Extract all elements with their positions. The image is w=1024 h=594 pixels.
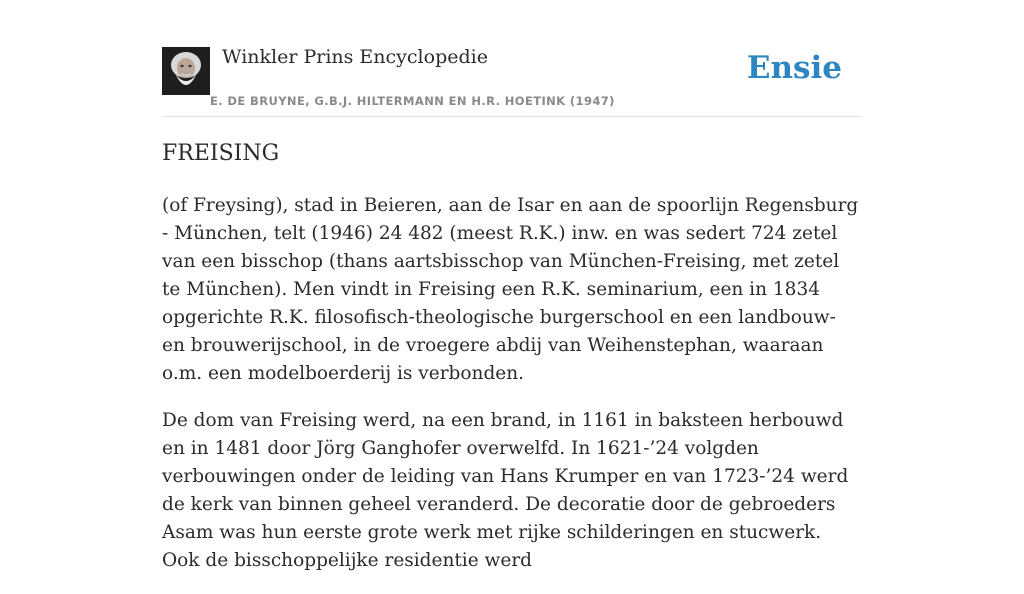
article-paragraph: (of Freysing), stad in Beieren, aan de Isar en aan de spoorlijn Regensburg - München, telt (1946) 24 482 (meest R.K.) inw. en was sedert 724 zetel van een bisschop (thans aartsbisschop van München-Freising, met zetel te München). Men vindt in Freising een R.K. seminarium, een in 1834 opgerichte R.K. filosofisch-theologische burgerschool en een landbouw- en brouwerijschool, in de vroegere abdij van Weihenstephan, waaraan o.m. een modelboerderij is verbonden. [162, 195, 859, 384]
authors-byline: E. DE BRUYNE, G.B.J. HILTERMANN EN H.R. HOETINK (1947) [210, 94, 615, 108]
article-headword: FREISING [162, 141, 280, 166]
article-paragraph: De dom van Freising werd, na een brand, in 1161 in baksteen herbouwd en in 1481 door Jörg Ganghofer overwelfd. In 1621-’24 volgden verbouwingen onder de leiding van Hans Krumper en van 1723-’24 werd de kerk van binnen geheel veranderd. De decoratie door de gebroeders Asam was hun eerste grote werk met rijke schilderingen en stucwerk. Ook de bisschoppelijke residentie werd [162, 410, 849, 571]
author-avatar[interactable] [162, 47, 210, 95]
article-body [162, 192, 862, 594]
source-header [162, 44, 862, 117]
author-portrait-image [162, 47, 210, 95]
source-title[interactable]: Winkler Prins Encyclopedie [222, 46, 488, 68]
ensie-logo[interactable]: Ensie [746, 50, 842, 86]
